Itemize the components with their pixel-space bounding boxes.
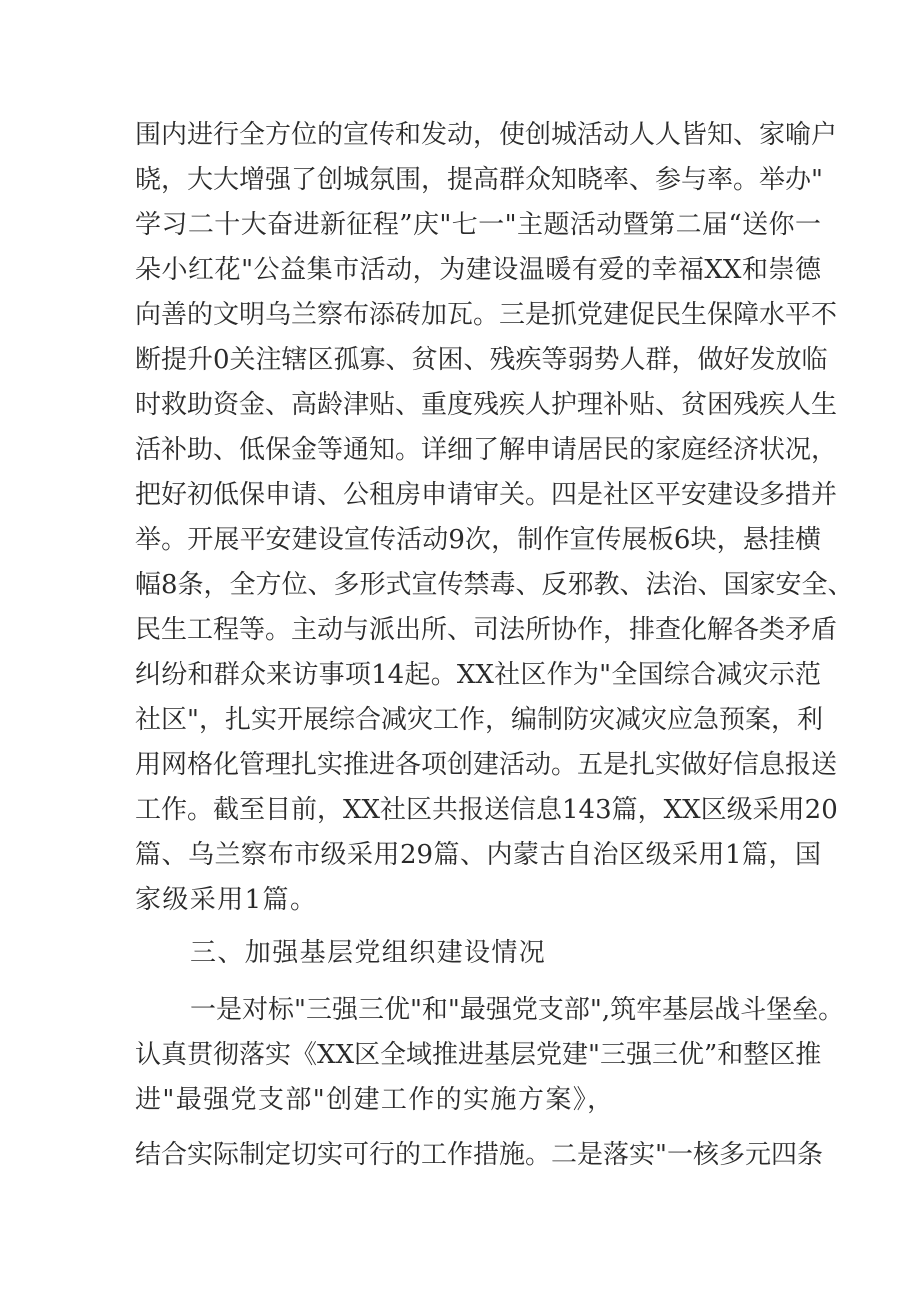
text-line: 认真贯彻落实《XX区全域推进基层党建"三强三优”和整区推 bbox=[135, 1040, 822, 1070]
text-line: 结合实际制定切实可行的工作措施。二是落实"一核多元四条 bbox=[135, 1140, 823, 1170]
text-line: 朵小红花"公益集市活动，为建设温暖有爱的幸福XX和崇德 bbox=[135, 255, 821, 285]
text-line: 用网格化管理扎实推进各项创建活动。五是扎实做好信息报送 bbox=[135, 750, 838, 780]
text-line: 纠纷和群众来访事项14起。XX社区作为"全国综合减灾示范 bbox=[135, 660, 821, 690]
text-line: 活补助、低保金等通知。详细了解申请居民的家庭经济状况， bbox=[135, 435, 838, 465]
text-line: 幅8条，全方位、多形式宣传禁毒、反邪教、法治、国家安全、 bbox=[135, 570, 854, 600]
text-line: 一是对标"三强三优"和"最强党支部",筑牢基层战斗堡垒。 bbox=[190, 995, 845, 1025]
text-line: 晓，大大增强了创城氛围，提高群众知晓率、参与率。举办" bbox=[135, 165, 823, 195]
text-line: 进"最强党支部"创建工作的实施方案》， bbox=[135, 1085, 615, 1115]
text-line: 家级采用1篇。 bbox=[135, 885, 318, 915]
text-line: 工作。截至目前，XX社区共报送信息143篇，XX区级采用20 bbox=[135, 795, 838, 825]
text-line: 篇、乌兰察布市级采用29篇、内蒙古自治区级采用1篇，国 bbox=[135, 840, 821, 870]
text-line: 断提升0关注辖区孤寡、贫困、残疾等弱势人群，做好发放临 bbox=[135, 345, 828, 375]
text-line: 举。开展平安建设宣传活动9次，制作宣传展板6块，悬挂横 bbox=[135, 525, 821, 555]
text-line: 社区"，扎实开展综合减灾工作，编制防灾减灾应急预案，利 bbox=[135, 705, 823, 735]
text-line: 向善的文明乌兰察布添砖加瓦。三是抓党建促民生保障水平不 bbox=[135, 300, 838, 330]
text-line: 民生工程等。主动与派出所、司法所协作，排查化解各类矛盾 bbox=[135, 615, 838, 645]
text-line: 围内进行全方位的宣传和发动，使创城活动人人皆知、家喻户 bbox=[135, 120, 838, 150]
section-heading: 三、加强基层党组织建设情况 bbox=[190, 938, 547, 968]
text-line: 时救助资金、高龄津贴、重度残疾人护理补贴、贫困残疾人生 bbox=[135, 390, 838, 420]
text-line: 把好初低保申请、公租房申请审关。四是社区平安建设多措并 bbox=[135, 480, 838, 510]
text-line: 学习二十大奋进新征程”庆"七一"主题活动暨第二届“送你一 bbox=[135, 210, 821, 240]
